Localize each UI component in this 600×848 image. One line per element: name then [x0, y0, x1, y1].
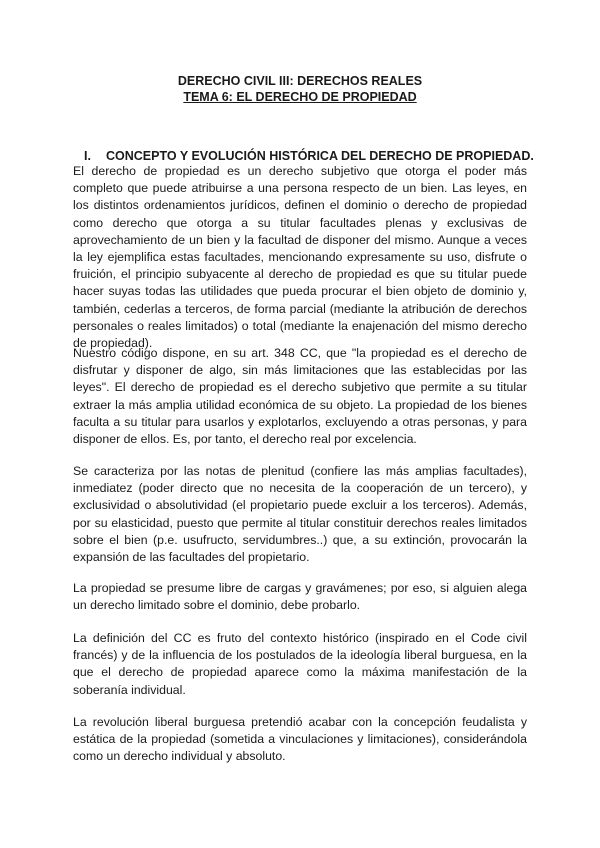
paragraph: El derecho de propiedad es un derecho subjetivo que otorga el poder más completo que puede atribuirse a una persona respecto de un bien. Las leyes, en los distintos ordenamientos jurídicos, definen el dominio o derecho de propiedad como derecho que otorga a su titular facultades plenas y exclusivas de aprovechamiento de un bien y la facultad de disponer del mismo. Aunque a veces la ley ejemplifica estas facultades, mencionando expresamente su uso, disfrute o fruición, el principio subyacente al derecho de propiedad es que su titular puede hacer suyas todas las utilidades que pueda procurar el bien objeto de dominio y, también, cederlas a terceros, de forma parcial (mediante la atribución de derechos personales o reales limitados) o total (mediante la enajenación del mismo derecho de propiedad).: [73, 164, 527, 351]
paragraph: La revolución liberal burguesa pretendió acabar con la concepción feudalista y estática de la propiedad (sometida a vinculaciones y limitaciones), considerándola como un derecho individual y absoluto.: [73, 715, 527, 764]
paragraph: Se caracteriza por las notas de plenitud (confiere las más amplias facultades), inmediatez (poder directo que no necesita de la cooperación de un tercero), y exclusividad o absolutividad (el propietario puede excluir a los terceros). Además, por su elasticidad, puesto que permite al titular constituir derechos reales limitados sobre el bien (p.e. usufructo, servidumbres..) que, a su extinción, provocarán la expansión de las facultades del propietario.: [73, 464, 527, 565]
document-subtitle: TEMA 6: EL DERECHO DE PROPIEDAD: [183, 90, 417, 104]
section-number: I.: [84, 149, 91, 163]
paragraph: La definición del CC es fruto del contexto histórico (inspirado en el Code civil francés) y de la influencia de los postulados de la ideología liberal burguesa, en la que el derecho de propiedad aparece como la máxima manifestación de la soberanía individual.: [73, 631, 527, 697]
section-heading: [84, 148, 534, 164]
document-title: DERECHO CIVIL III: DERECHOS REALES: [177, 74, 423, 88]
paragraph: Nuestro código dispone, en su art. 348 CC, que "la propiedad es el derecho de disfrutar y disponer de algo, sin más limitaciones que las establecidas por las leyes". El derecho de propiedad es el derecho subjetivo que permite a su titular extraer la más amplia utilidad económica de su objeto. La propiedad de los bienes faculta a su titular para usarlos y explotarlos, excluyendo a otras personas, y para disponer de ellos. Es, por tanto, el derecho real por excelencia.: [73, 346, 527, 447]
paragraph: La propiedad se presume libre de cargas y gravámenes; por eso, si alguien alega un derecho limitado sobre el dominio, debe probarlo.: [73, 581, 527, 613]
section-heading-text: CONCEPTO Y EVOLUCIÓN HISTÓRICA DEL DERECHO DE PROPIEDAD.: [106, 149, 534, 163]
